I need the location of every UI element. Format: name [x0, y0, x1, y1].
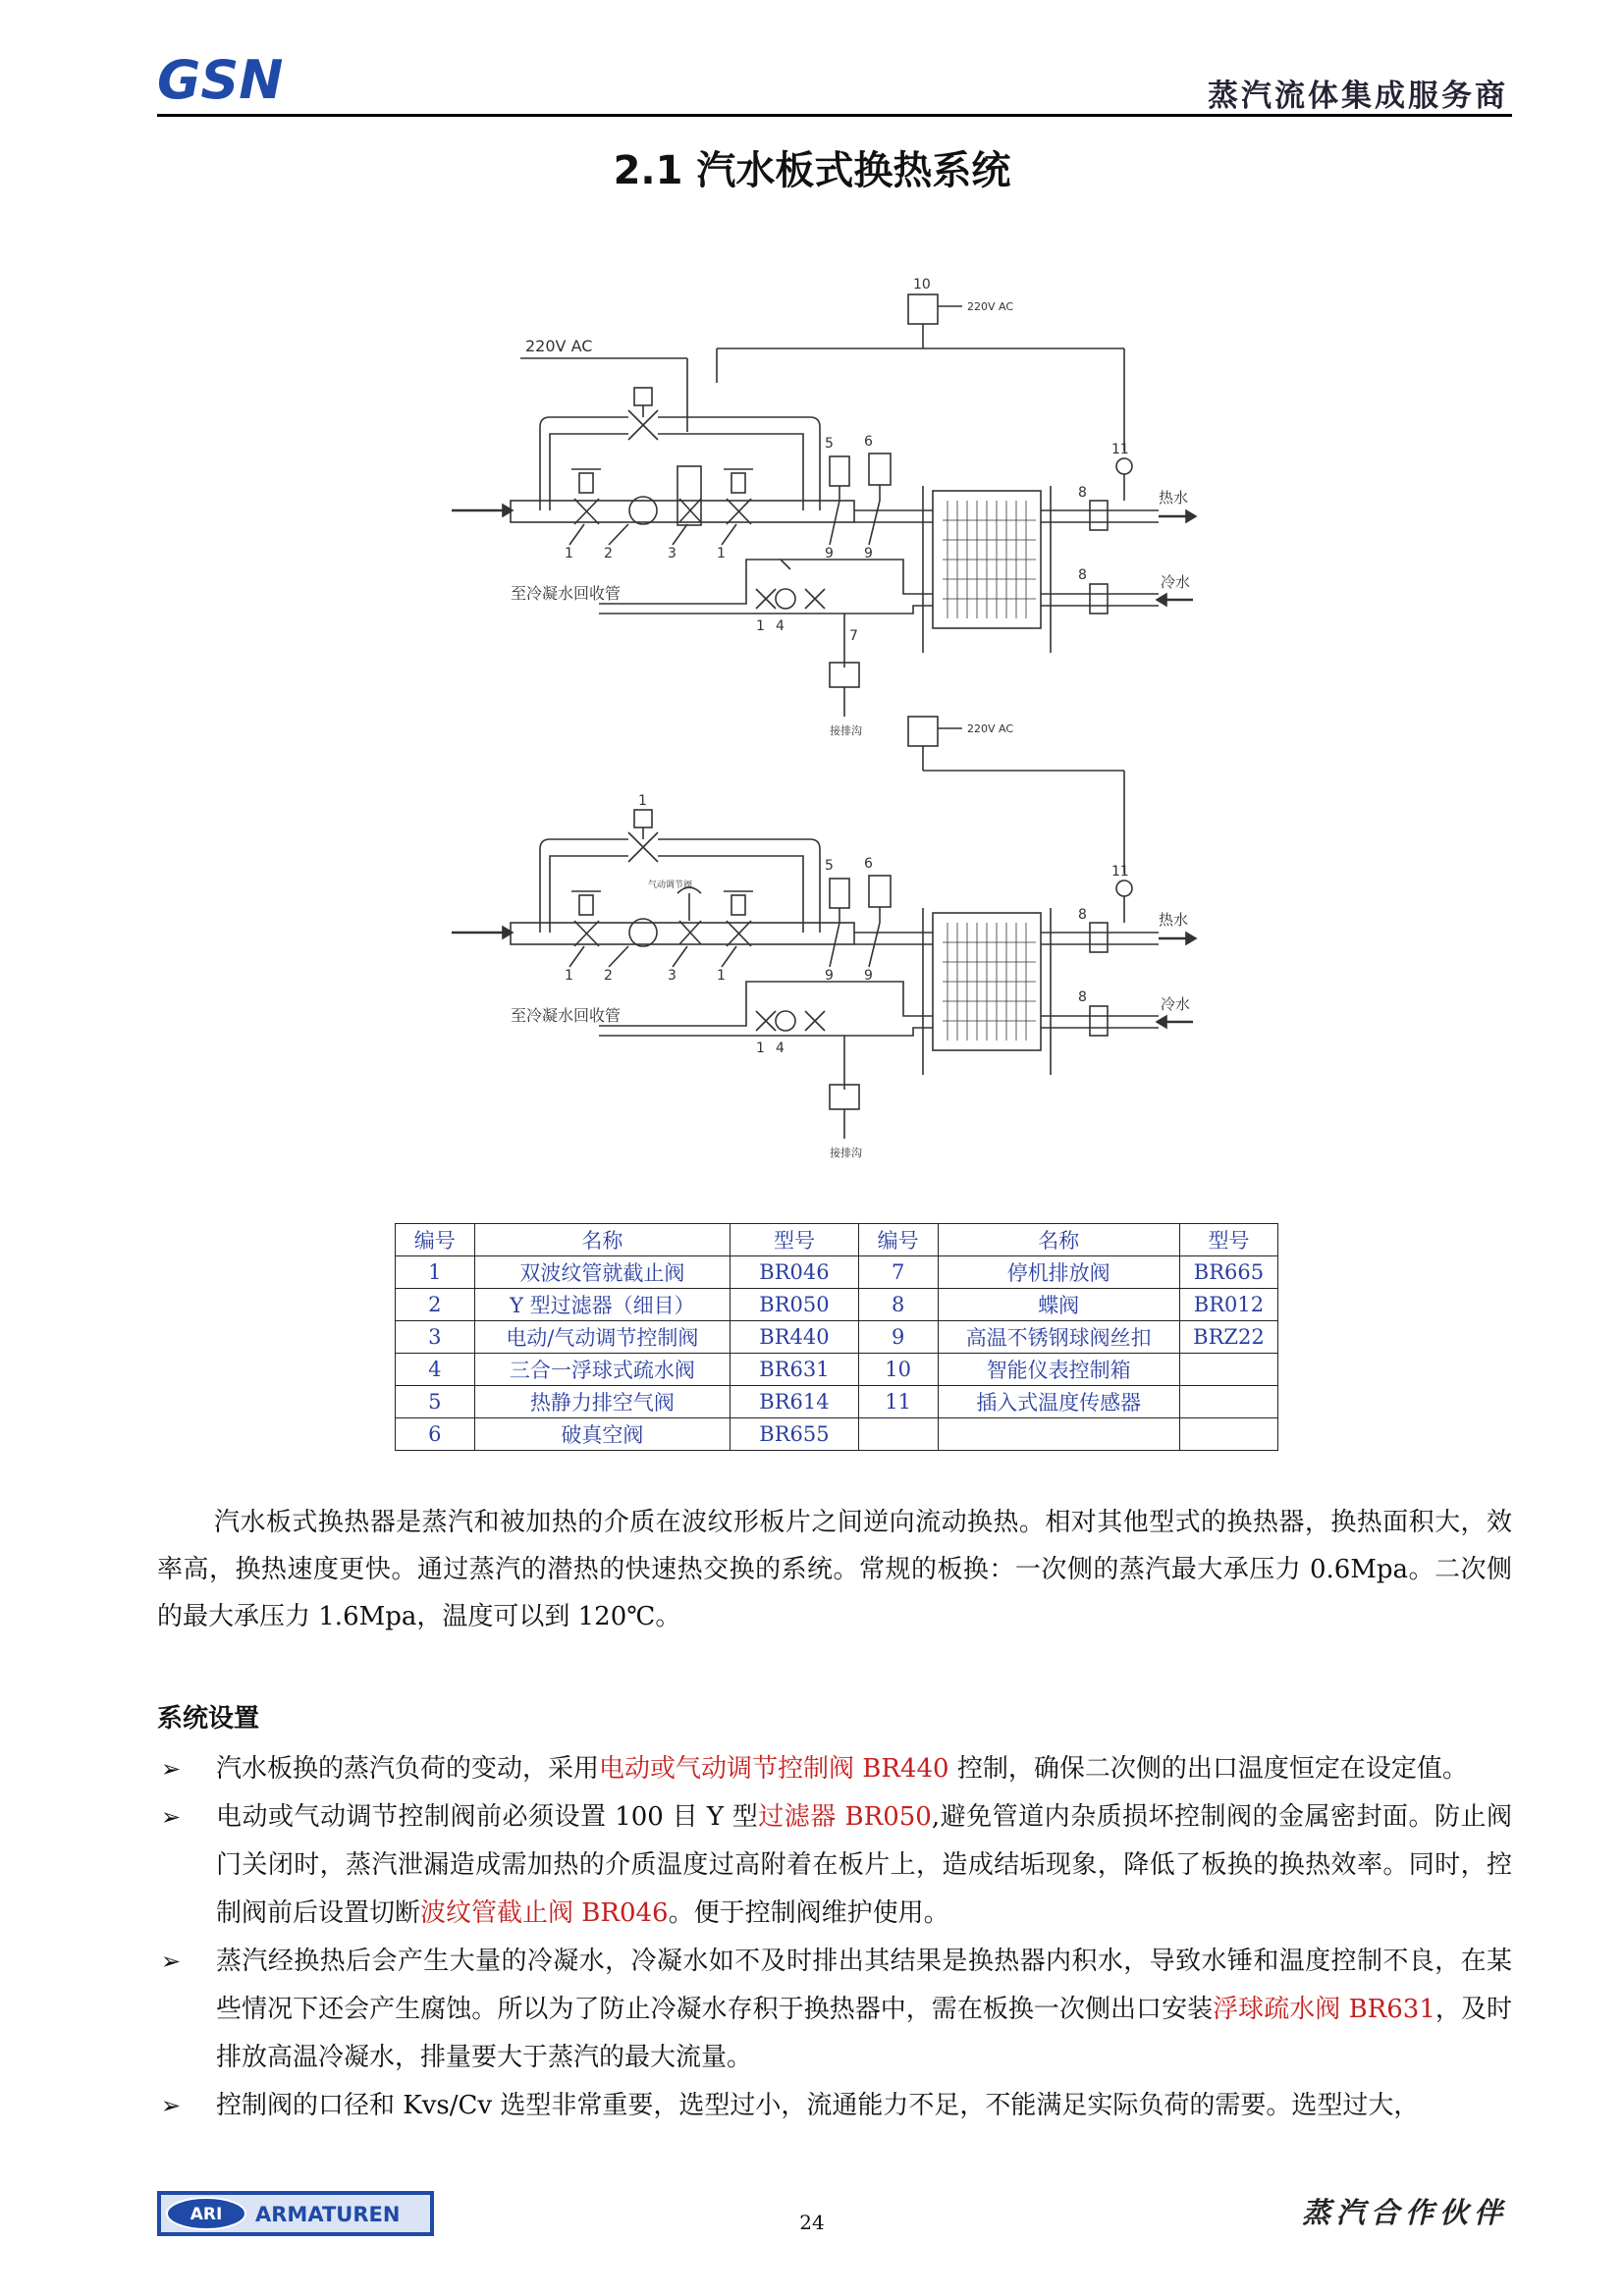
hot-water-label-top: 热水 — [1159, 489, 1189, 507]
table-cell: 停机排放阀 — [938, 1256, 1179, 1289]
table-cell — [1179, 1386, 1277, 1418]
table-cell: 5 — [396, 1386, 475, 1418]
bullet-text: 。便于控制阀维护使用。 — [668, 1898, 949, 1928]
power-label-top-right: 220V AC — [967, 300, 1014, 313]
callout-top-3: 3 — [668, 546, 677, 561]
partner-name: ARMATUREN — [255, 2203, 401, 2226]
callout-top-5: 5 — [825, 436, 834, 452]
actuator-label-bottom: 气动调节阀 — [648, 881, 693, 890]
bullet-text: 电动或气动调节控制阀前必须设置 100 目 Y 型 — [216, 1802, 759, 1832]
callout-bottom-1b: 1 — [717, 968, 726, 984]
table-row — [396, 1289, 1278, 1321]
table-row — [396, 1418, 1278, 1451]
table-cell: BR012 — [1179, 1289, 1277, 1321]
callout-bottom-3: 3 — [668, 968, 677, 984]
callout-top-4: 4 — [776, 618, 785, 634]
callout-bottom-6: 6 — [864, 856, 873, 872]
header-divider — [157, 114, 1512, 117]
header-slogan: 蒸汽流体集成服务商 — [1208, 79, 1508, 114]
table-cell: BR050 — [731, 1289, 859, 1321]
th-name-2: 名称 — [938, 1224, 1179, 1256]
table-cell: BRZ22 — [1179, 1321, 1277, 1354]
table-cell: 6 — [396, 1418, 475, 1451]
table-cell — [858, 1418, 938, 1451]
table-cell: 电动/气动调节控制阀 — [474, 1321, 731, 1354]
th-model: 型号 — [731, 1224, 859, 1256]
arrow-bullet-icon: ➢ — [161, 2092, 182, 2119]
table-row — [396, 1321, 1278, 1354]
list-item — [157, 1793, 1512, 1938]
table-cell: BR665 — [1179, 1256, 1277, 1289]
th-number: 编号 — [396, 1224, 475, 1256]
callout-bottom-9a: 9 — [825, 968, 834, 984]
table-cell: 1 — [396, 1256, 475, 1289]
table-row — [396, 1354, 1278, 1386]
callout-bottom-8a: 8 — [1078, 907, 1087, 923]
table-cell: 插入式温度传感器 — [938, 1386, 1179, 1418]
table-cell: BR631 — [731, 1354, 859, 1386]
bullet-text: 控制，确保二次侧的出口温度恒定在设定值。 — [948, 1754, 1468, 1784]
callout-top-11: 11 — [1111, 442, 1129, 457]
callout-bottom-4: 4 — [776, 1041, 785, 1056]
hot-water-label-bottom: 热水 — [1159, 911, 1189, 929]
table-cell: 热静力排空气阀 — [474, 1386, 731, 1418]
callout-bottom-9b: 9 — [864, 968, 873, 984]
intro-paragraph: 汽水板式换热器是蒸汽和被加热的介质在波纹形板片之间逆向流动换热。相对其他型式的换热器，换热面积大，效率高，换热速度更快。通过蒸汽的潜热的快速热交换的系统。常规的板换：一次侧的蒸汽最大承压力 0.6Mpa。二次侧的最大承压力 1.6Mpa，温度可以到 120℃。 — [157, 1508, 1512, 1631]
table-cell: 10 — [858, 1354, 938, 1386]
table-cell: 3 — [396, 1321, 475, 1354]
table-cell: 智能仪表控制箱 — [938, 1354, 1179, 1386]
callout-top-1c: 1 — [756, 618, 765, 634]
condensate-label-bottom: 至冷凝水回收管 — [511, 1006, 622, 1025]
bullet-text: 控制阀的口径和 Kvs/Cv 选型非常重要，选型过小，流通能力不足，不能满足实际负荷的需要。选型过大， — [216, 2091, 1420, 2120]
table-cell: 2 — [396, 1289, 475, 1321]
piping-diagrams-svg — [452, 265, 1198, 1198]
table-cell: BR440 — [731, 1321, 859, 1354]
table-cell: BR655 — [731, 1418, 859, 1451]
callout-top-9b: 9 — [864, 546, 873, 561]
drain-label-bottom: 接排沟 — [830, 1147, 862, 1159]
bullet-text: 蒸汽经换热后会产生大量的冷凝水，冷凝水如不及时排出其结果是换热器内积水，导致水锤和温度控制不良，在某些情况下还会产生腐蚀。所以为了防止冷凝水存积于换热器中，需在板换一次侧出口安装 — [216, 1947, 1512, 2024]
table-cell — [1179, 1418, 1277, 1451]
gsn-logo — [157, 51, 295, 108]
highlight-text: 波纹管截止阀 BR046 — [420, 1898, 669, 1928]
list-item — [157, 1745, 1512, 1793]
power-label-top-left: 220V AC — [525, 337, 593, 355]
callout-bottom-1a: 1 — [565, 968, 573, 984]
table-cell: BR614 — [731, 1386, 859, 1418]
diagram-top — [452, 294, 1196, 717]
table-cell: 9 — [858, 1321, 938, 1354]
highlight-text: 浮球疏水阀 BR631 — [1213, 1995, 1435, 2024]
table-cell: 8 — [858, 1289, 938, 1321]
cold-water-label-bottom: 冷水 — [1161, 995, 1191, 1013]
callout-top-6: 6 — [864, 434, 873, 450]
highlight-text: 过滤器 BR050 — [758, 1802, 932, 1832]
callout-top-9a: 9 — [825, 546, 834, 561]
callout-bottom-5: 5 — [825, 858, 834, 874]
system-diagrams — [452, 265, 1198, 1201]
table-row — [396, 1256, 1278, 1289]
section-heading: 系统设置 — [157, 1704, 260, 1734]
arrow-bullet-icon: ➢ — [161, 1803, 182, 1831]
page-title: 2.1 汽水板式换热系统 — [613, 148, 1011, 193]
table-row — [396, 1386, 1278, 1418]
settings-list — [157, 1745, 1512, 2130]
callout-top-2: 2 — [604, 546, 613, 561]
callout-top-1a: 1 — [565, 546, 573, 561]
arrow-bullet-icon: ➢ — [161, 1755, 182, 1783]
callout-top-10: 10 — [913, 277, 931, 293]
footer-slogan: 蒸汽合作伙伴 — [1301, 2196, 1508, 2229]
th-number-2: 编号 — [858, 1224, 938, 1256]
power-label-bottom: 220V AC — [967, 722, 1014, 735]
list-item — [157, 2082, 1512, 2130]
table-header-row — [396, 1224, 1278, 1256]
cold-water-label-top: 冷水 — [1161, 573, 1191, 591]
table-cell: 7 — [858, 1256, 938, 1289]
table-cell: 破真空阀 — [474, 1418, 731, 1451]
bullet-text: ,避免管道内杂质损坏控制阀的金属密封面。防止阀门关闭时，蒸汽泄漏造成需加热的介质温度过高附着在板片上，造成结垢现象，降低了板换的换热效率。同时，控制阀前后设置切断 — [216, 1802, 1512, 1928]
callout-top-7: 7 — [849, 628, 858, 644]
callout-bottom-1d: 1 — [638, 793, 647, 809]
callout-bottom-11: 11 — [1111, 864, 1129, 880]
condensate-label-top: 至冷凝水回收管 — [511, 584, 622, 603]
callout-top-1b: 1 — [717, 546, 726, 561]
control-box-10-bottom — [908, 717, 938, 746]
table-cell: 三合一浮球式疏水阀 — [474, 1354, 731, 1386]
th-model-2: 型号 — [1179, 1224, 1277, 1256]
control-box-10 — [908, 294, 938, 324]
table-cell: BR046 — [731, 1256, 859, 1289]
bullet-text: 汽水板换的蒸汽负荷的变动，采用 — [216, 1754, 600, 1784]
table-cell: 11 — [858, 1386, 938, 1418]
drain-label-top: 接排沟 — [830, 724, 862, 737]
callout-bottom-2: 2 — [604, 968, 613, 984]
th-name: 名称 — [474, 1224, 731, 1256]
list-item — [157, 1938, 1512, 2082]
logo-text: GSN — [157, 51, 284, 108]
diagram-bottom — [452, 717, 1196, 1139]
callout-top-8a: 8 — [1078, 485, 1087, 501]
component-table — [395, 1223, 1278, 1451]
table-cell: 4 — [396, 1354, 475, 1386]
callout-bottom-8b: 8 — [1078, 989, 1087, 1005]
partner-logo-text: ARI — [189, 2205, 223, 2224]
table-cell — [1179, 1354, 1277, 1386]
table-cell — [938, 1418, 1179, 1451]
table-cell: 高温不锈钢球阀丝扣 — [938, 1321, 1179, 1354]
table-cell: 蝶阀 — [938, 1289, 1179, 1321]
page-number: 24 — [799, 2211, 825, 2234]
table-cell: Y 型过滤器（细目） — [474, 1289, 731, 1321]
arrow-bullet-icon: ➢ — [161, 1948, 182, 1975]
callout-top-8b: 8 — [1078, 567, 1087, 583]
bullet-text: ，及时排放高温冷凝水，排量要大于蒸汽的最大流量。 — [216, 1995, 1512, 2072]
table-cell: 双波纹管就截止阀 — [474, 1256, 731, 1289]
highlight-text: 电动或气动调节控制阀 BR440 — [599, 1754, 949, 1784]
callout-bottom-1c: 1 — [756, 1041, 765, 1056]
